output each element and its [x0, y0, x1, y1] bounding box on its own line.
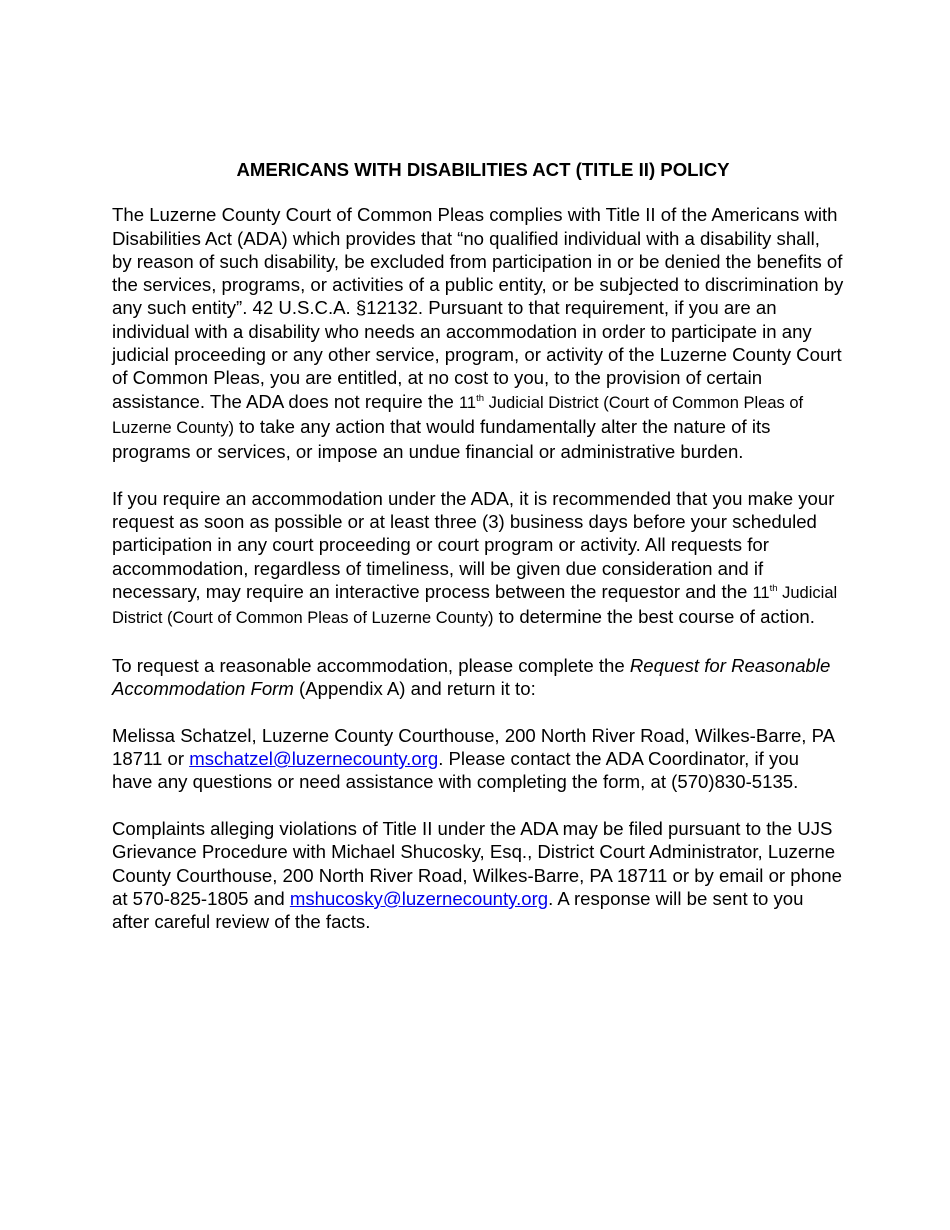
document-title: AMERICANS WITH DISABILITIES ACT (TITLE II) POLICY [236, 159, 730, 180]
compliance-text-end: to take any action that would fundamentally alter the nature of its programs or services, or impose an undue financial or administrative burden. [112, 415, 771, 463]
paragraph-compliance [112, 203, 844, 463]
paragraph-complaints [112, 817, 844, 933]
paragraph-request-form [112, 654, 844, 701]
paragraph-request-timing [112, 487, 844, 631]
policy-document [112, 158, 844, 957]
coordinator-contact-text: . Please contact the ADA Coordinator, if you have any questions or need assistance with completing the form, at (570)830-5135. [112, 748, 799, 793]
administrator-email-link[interactable]: mshucosky@luzernecounty.org [289, 887, 549, 909]
paragraph-coordinator-contact [112, 724, 844, 794]
compliance-text: The Luzerne County Court of Common Pleas complies with Title II of the Americans with Disabilities Act (ADA) which provides that “no qualified individual with a disability shall, by reason of such disability, be excluded from participation in or be denied the benefits of the services, programs, or activities of a public entity, or be subjected to discrimination by any such entity”. 42 U.S.C.A. §12132. Pursuant to that requirement, if you are an individual with a disability who needs an accommodation in order to participate in any judicial proceeding or any other service, program, or activity of the Luzerne County Court of Common Pleas, you are entitled, at no cost to you, to the provision of certain assistance. The ADA does not require the [112, 204, 844, 412]
district-name: Judicial District (Court of Common Pleas of Luzerne County) [112, 584, 838, 628]
district-name: Judicial District (Court of Common Pleas of Luzerne County) [112, 393, 804, 437]
district-number: 11 [458, 393, 477, 412]
request-form-text: To request a reasonable accommodation, please complete the [112, 654, 630, 676]
request-timing-text: If you require an accommodation under the ADA, it is recommended that you make your request as soon as possible or at least three (3) business days before your scheduled participation in any court proceeding or court program or activity. All requests for accommodation, regardless of timeliness, will be given due consideration and if necessary, may require an interactive process between the requestor and the [112, 487, 835, 603]
district-number: 11 [752, 584, 770, 603]
request-timing-text-end: to determine the best course of action. [493, 606, 815, 628]
complaints-text-end: . A response will be sent to you after careful review of the facts. [112, 887, 804, 933]
ordinal-suffix: th [769, 582, 778, 594]
request-form-text-end: (Appendix A) and return it to: [293, 678, 536, 700]
ordinal-suffix: th [476, 392, 485, 404]
complaints-text: Complaints alleging violations of Title II under the ADA may be filed pursuant to the UJS Grievance Procedure with Michael Shucosky, Esq., District Court Administrator, Luzerne County Courthouse, 200 North River Road, Wilkes-Barre, PA 18711 or by email or phone at 570-825-1805 and [112, 818, 842, 909]
form-name: Request for Reasonable Accommodation Form [112, 654, 831, 700]
coordinator-address: Melissa Schatzel, Luzerne County Courthouse, 200 North River Road, Wilkes-Barre, PA 18711 or [112, 724, 835, 770]
coordinator-email-link[interactable]: mschatzel@luzernecounty.org [189, 748, 439, 770]
